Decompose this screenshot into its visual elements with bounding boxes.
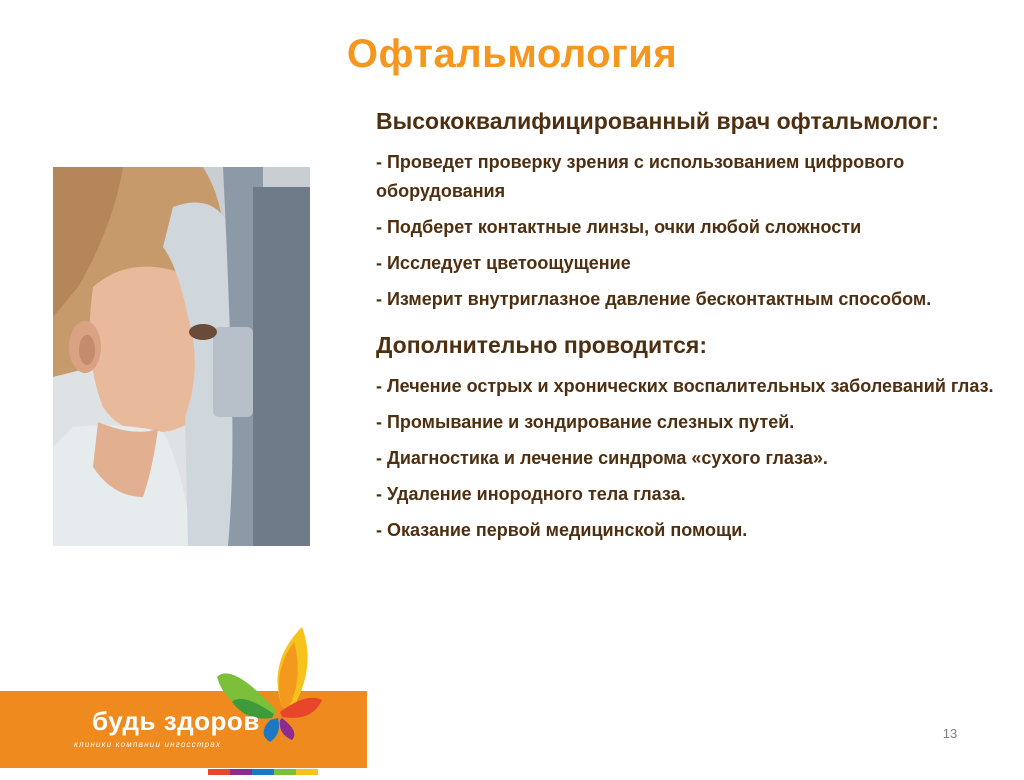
list-item: - Исследует цветоощущение — [376, 253, 631, 273]
list-item: - Измерит внутриглазное давление бесконтактным способом. — [376, 289, 932, 309]
list-item: - Проведет проверку зрения с использованием цифрового оборудования — [376, 152, 905, 201]
slide-title: Офтальмология — [346, 32, 678, 76]
list-item: - Диагностика и лечение синдрома «сухого глаза». — [376, 448, 828, 468]
brand-name: будь здоров — [92, 706, 260, 736]
page-number: 13 — [942, 726, 958, 741]
list-item: - Лечение острых и хронических воспалительных заболеваний глаз. — [376, 376, 994, 396]
list-item: - Удаление инородного тела глаза. — [376, 484, 686, 504]
slide-content — [376, 104, 996, 552]
list-item: - Оказание первой медицинской помощи. — [376, 520, 748, 540]
color-strip — [208, 762, 318, 768]
list-item: - Подберет контактные линзы, очки любой сложности — [376, 217, 862, 237]
brand-tagline: клиники компании ингосстрах — [74, 740, 222, 749]
intro-heading: Высококвалифицированный врач офтальмолог: — [376, 108, 940, 134]
extra-heading: Дополнительно проводится: — [376, 332, 708, 358]
eye-exam-photo — [53, 167, 310, 546]
list-item: - Промывание и зондирование слезных путей. — [376, 412, 795, 432]
